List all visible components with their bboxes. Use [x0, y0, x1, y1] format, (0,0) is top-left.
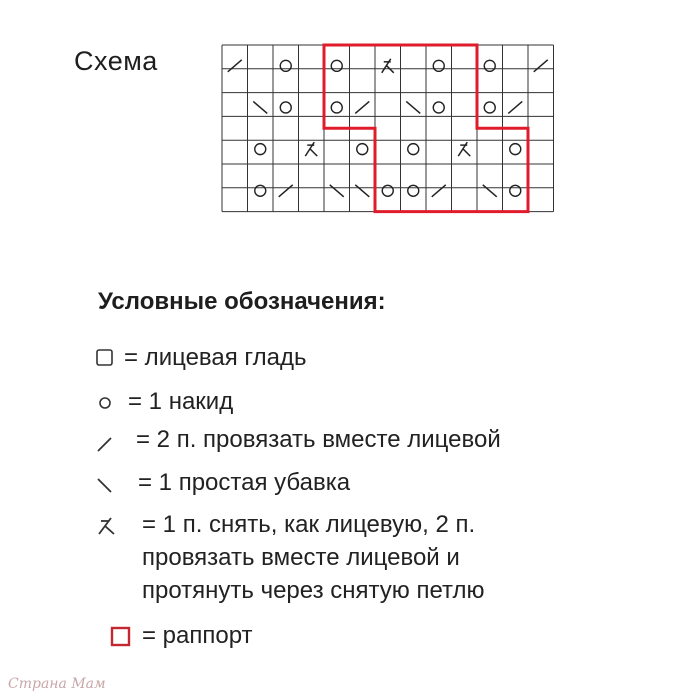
k2tog-symbol	[508, 101, 522, 113]
k2tog-symbol	[228, 60, 242, 72]
ssk-symbol	[330, 185, 344, 197]
legend-text-yarn-over: = 1 накид	[128, 388, 234, 415]
repeat-square-icon	[108, 624, 134, 650]
k2tog-symbol	[534, 60, 548, 72]
yarn-over-icon	[94, 392, 116, 414]
sk2p-symbol	[382, 59, 391, 73]
yarn-over-symbol	[382, 185, 393, 196]
yarn-over-symbol	[408, 185, 419, 196]
ssk-symbol	[483, 185, 497, 197]
legend-text-sk2p-line-1: = 1 п. снять, как лицевую, 2 п.	[142, 511, 476, 538]
yarn-over-symbol	[510, 185, 521, 196]
legend-text-sk2p-line-2: провязать вместе лицевой и	[142, 544, 460, 571]
legend-text-repeat: = раппорт	[142, 622, 253, 649]
yarn-over-symbol	[255, 185, 266, 196]
k2tog-symbol	[355, 101, 369, 113]
k2tog-symbol	[432, 185, 446, 197]
yarn-over-symbol	[331, 102, 342, 113]
yarn-over-symbol	[280, 102, 291, 113]
sk2p-symbol-stroke	[463, 149, 470, 156]
yarn-over-symbol	[484, 102, 495, 113]
ssk-symbol	[406, 101, 420, 113]
yarn-over-symbol	[433, 102, 444, 113]
legend-text-ssk: = 1 простая убавка	[138, 469, 351, 496]
k2tog-symbol	[279, 185, 293, 197]
scheme-title: Схема	[74, 46, 158, 76]
legend-title: Условные обозначения:	[98, 288, 386, 315]
yarn-over-symbol	[433, 60, 444, 71]
yarn-over-symbol	[510, 144, 521, 155]
legend-text-sk2p-line-3: протянуть через снятую петлю	[142, 577, 485, 604]
yarn-over-symbol	[484, 60, 495, 71]
sk2p-symbol-stroke	[387, 66, 394, 73]
sk2p-icon	[92, 512, 120, 540]
yarn-over-symbol	[408, 144, 419, 155]
yarn-over-symbol	[357, 144, 368, 155]
knitting-chart	[0, 0, 700, 260]
sk2p-symbol	[458, 142, 467, 156]
sk2p-symbol-stroke	[310, 149, 317, 156]
yarn-over-symbol	[331, 60, 342, 71]
ssk-icon	[92, 472, 118, 498]
watermark: Страна Мам	[8, 676, 106, 692]
yarn-over-symbol	[255, 144, 266, 155]
k2tog-icon	[92, 431, 118, 457]
sk2p-symbol	[305, 142, 314, 156]
ssk-symbol	[355, 185, 369, 197]
legend-text-knit: = лицевая гладь	[124, 344, 307, 371]
yarn-over-symbol	[280, 60, 291, 71]
legend-text-k2tog: = 2 п. провязать вместе лицевой	[136, 426, 501, 453]
knit-square-icon	[94, 347, 116, 369]
ssk-symbol	[253, 101, 267, 113]
